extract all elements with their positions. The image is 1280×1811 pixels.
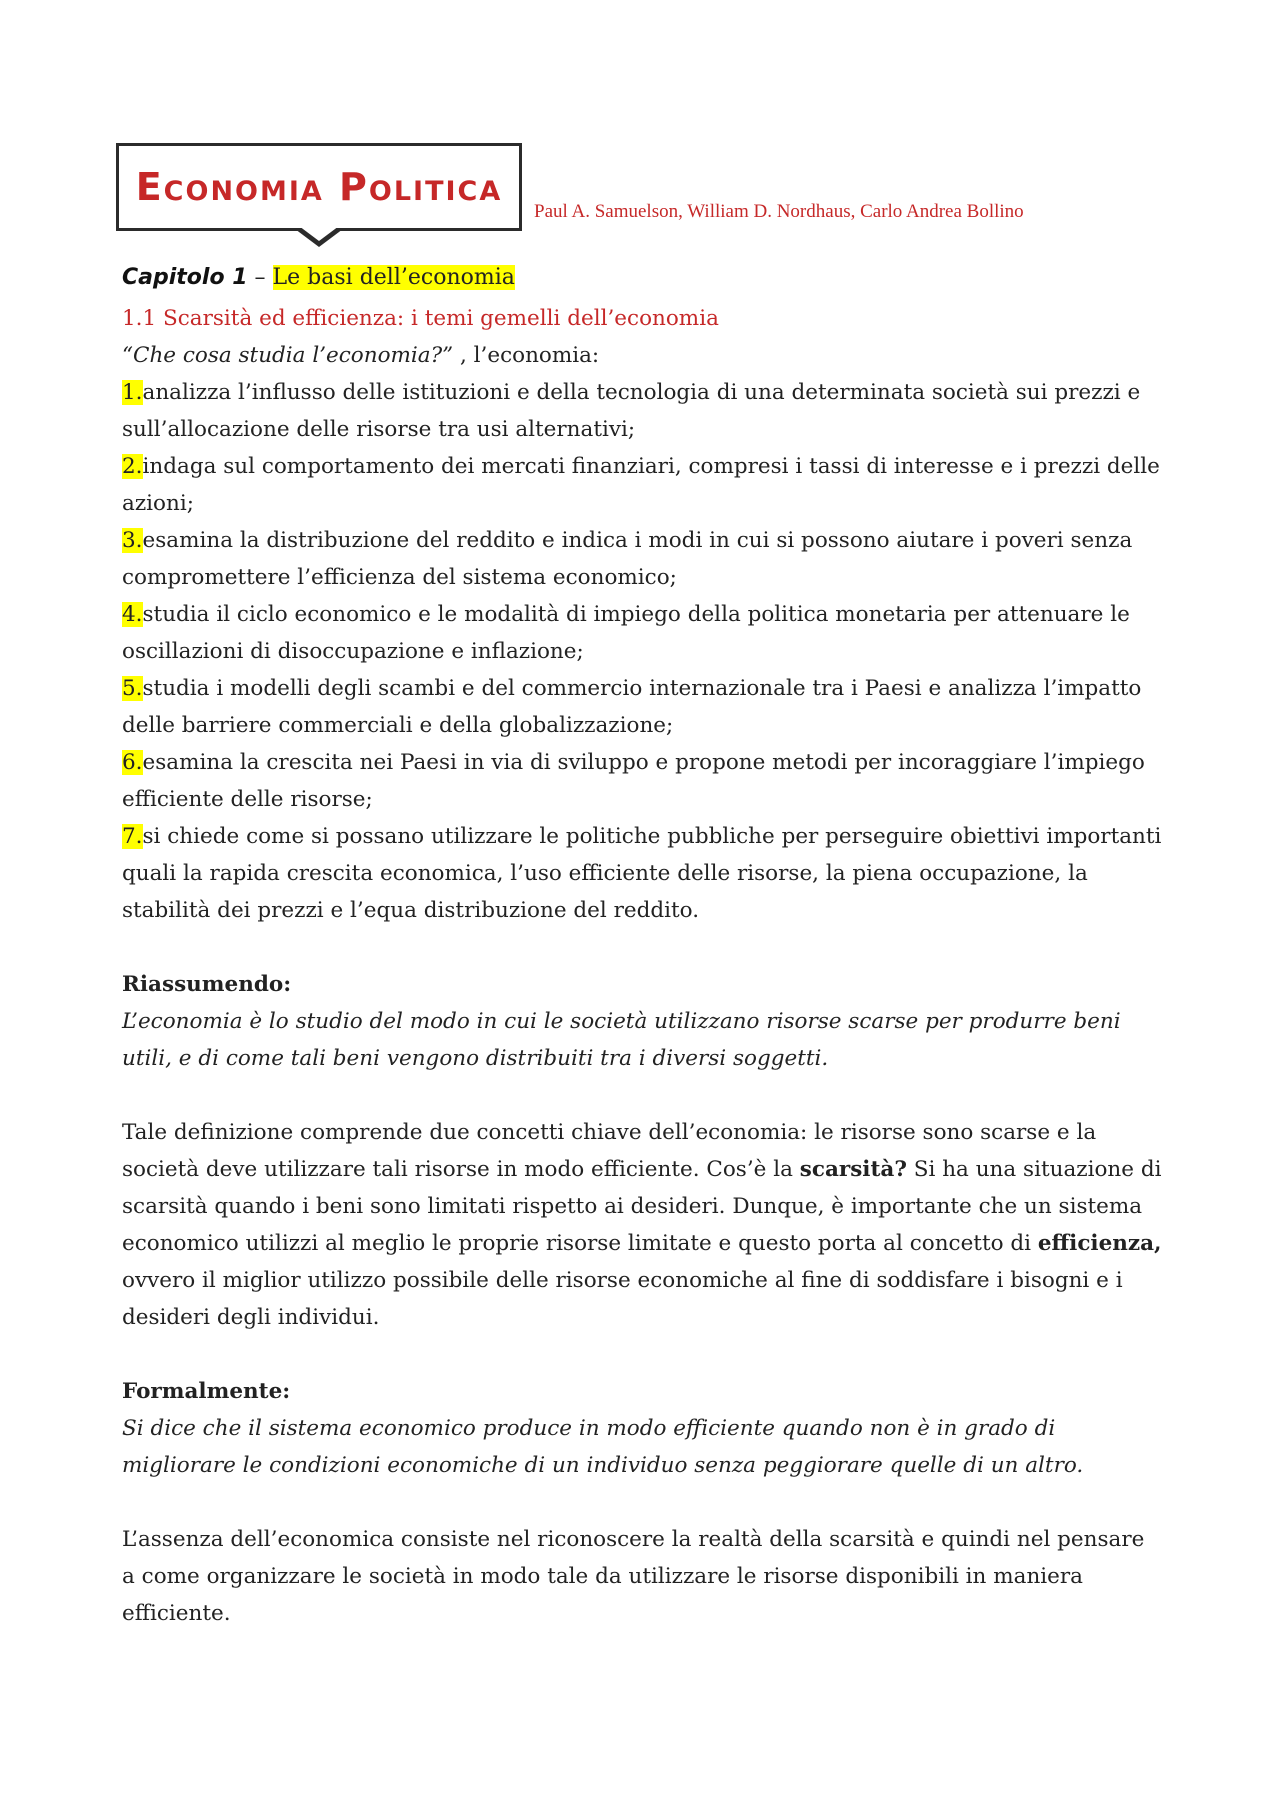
list-item xyxy=(122,448,1162,522)
term-scarcity: scarsità? xyxy=(799,1157,907,1182)
document-body xyxy=(122,258,1162,1632)
list-text: studia i modelli degli scambi e del commercio internazionale tra i Paesi e analizza l’impatto delle barriere commerciali e della globalizzazione; xyxy=(122,676,1142,738)
summary-text: L’economia è lo studio del modo in cui le società utilizzano risorse scarse per produrre beni utili, e di come tali beni vengono distribuiti tra i diversi soggetti. xyxy=(122,1009,1121,1071)
list-text: indaga sul comportamento dei mercati finanziari, compresi i tassi di interesse e i prezzi delle azioni; xyxy=(122,454,1160,516)
closing-paragraph: L’assenza dell’economica consiste nel riconoscere la realtà della scarsità e quindi nel pensare a come organizzare le società in modo tale da utilizzare le risorse disponibili in maniera efficiente. xyxy=(122,1527,1145,1626)
section-title: 1.1 Scarsità ed efficienza: i temi gemelli dell’economia xyxy=(122,306,719,331)
list-item xyxy=(122,744,1162,818)
question-text: “Che cosa studia l’economia?” xyxy=(122,343,454,368)
spacer xyxy=(122,1336,1162,1373)
question-tail: , l’economia: xyxy=(453,343,600,368)
paragraph-text: Si ha una situazione di scarsità quando i beni sono limitati rispetto ai desideri. Dunque, è importante che un sistema economico utilizzi al meglio le proprie risorse limitate e questo porta al concetto di xyxy=(122,1157,1162,1256)
logo-notch xyxy=(295,229,343,247)
scarcity-paragraph xyxy=(122,1114,1162,1336)
authors: Paul A. Samuelson, William D. Nordhaus, Carlo Andrea Bollino xyxy=(534,201,1024,222)
list-item xyxy=(122,818,1162,929)
list-number: 4. xyxy=(122,602,143,627)
chapter-label: Capitolo 1 xyxy=(122,265,248,290)
list-number: 1. xyxy=(122,380,143,405)
list-item xyxy=(122,522,1162,596)
formal-heading: Formalmente: xyxy=(122,1379,291,1404)
term-efficiency: efficienza, xyxy=(1037,1231,1162,1256)
chapter-separator: – xyxy=(247,265,273,290)
formal-text: Si dice che il sistema economico produce in modo efficiente quando non è in grado di migliorare le condizioni economiche di un individuo senza peggiorare quelle di un altro. xyxy=(122,1416,1084,1478)
logo-text: Economia Politica xyxy=(135,165,503,209)
list-number: 3. xyxy=(122,528,143,553)
paragraph-text: Tale definizione comprende due concetti chiave dell’economia: le risorse sono scarse e la società deve utilizzare tali risorse in modo efficiente. Cos’è la xyxy=(122,1120,1097,1182)
chapter-title: Le basi dell’economia xyxy=(272,265,515,290)
document-header xyxy=(116,143,1024,231)
list-number: 6. xyxy=(122,750,143,775)
list-text: esamina la crescita nei Paesi in via di sviluppo e propone metodi per incoraggiare l’impiego efficiente delle risorse; xyxy=(122,750,1145,812)
spacer xyxy=(122,929,1162,966)
title-logo xyxy=(116,143,522,231)
intro-question xyxy=(122,337,1162,374)
list-item xyxy=(122,596,1162,670)
list-item xyxy=(122,670,1162,744)
list-text: si chiede come si possano utilizzare le politiche pubbliche per perseguire obiettivi importanti quali la rapida crescita economica, l’uso efficiente delle risorse, la piena occupazione, la stabilità dei prezzi e l’equa distribuzione del reddito. xyxy=(122,824,1162,923)
chapter-heading xyxy=(122,258,1162,298)
list-text: esamina la distribuzione del reddito e indica i modi in cui si possono aiutare i poveri senza compromettere l’efficienza del sistema economico; xyxy=(122,528,1133,590)
spacer xyxy=(122,1077,1162,1114)
list-number: 2. xyxy=(122,454,143,479)
list-item xyxy=(122,374,1162,448)
list-text: studia il ciclo economico e le modalità di impiego della politica monetaria per attenuare le oscillazioni di disoccupazione e inflazione; xyxy=(122,602,1130,664)
list-number: 7. xyxy=(122,824,143,849)
paragraph-text: ovvero il miglior utilizzo possibile delle risorse economiche al fine di soddisfare i bisogni e i desideri degli individui. xyxy=(122,1268,1123,1330)
list-text: analizza l’influsso delle istituzioni e della tecnologia di una determinata società sui prezzi e sull’allocazione delle risorse tra usi alternativi; xyxy=(122,380,1141,442)
list-number: 5. xyxy=(122,676,143,701)
summary-heading: Riassumendo: xyxy=(122,972,292,997)
topics-list xyxy=(122,374,1162,929)
spacer xyxy=(122,1484,1162,1521)
